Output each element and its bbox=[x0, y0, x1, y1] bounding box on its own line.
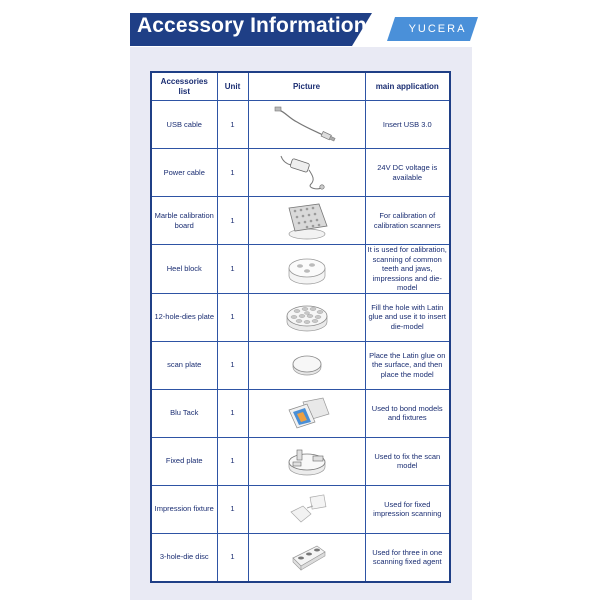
accessory-application: Used to bond models and fixtures bbox=[365, 389, 450, 437]
accessory-unit: 1 bbox=[217, 197, 248, 245]
accessory-name: 12-hole-dies plate bbox=[151, 293, 217, 341]
calibration-board-icon bbox=[267, 200, 347, 242]
accessory-name: Marble calibration board bbox=[151, 197, 217, 245]
table-row bbox=[151, 149, 450, 197]
header-accessories: Accessories list bbox=[151, 72, 217, 101]
accessory-unit: 1 bbox=[217, 101, 248, 149]
accessory-application: Used for three in one scanning fixed agent bbox=[365, 533, 450, 582]
accessory-name: 3-hole-die disc bbox=[151, 533, 217, 582]
header-picture: Picture bbox=[248, 72, 365, 101]
header-unit: Unit bbox=[217, 72, 248, 101]
table-row bbox=[151, 197, 450, 245]
table-row bbox=[151, 437, 450, 485]
die-disc-icon bbox=[267, 536, 347, 578]
blu-tack-icon bbox=[267, 392, 347, 434]
heel-block-icon bbox=[267, 248, 347, 290]
accessory-unit: 1 bbox=[217, 245, 248, 294]
accessory-application: Used for fixed impression scanning bbox=[365, 485, 450, 533]
accessory-application: Fill the hole with Latin glue and use it to insert die-model bbox=[365, 293, 450, 341]
scan-plate-icon bbox=[267, 344, 347, 386]
table-row bbox=[151, 341, 450, 389]
accessory-name: Power cable bbox=[151, 149, 217, 197]
accessory-table bbox=[150, 71, 451, 583]
accessory-unit: 1 bbox=[217, 293, 248, 341]
accessory-application: Place the Latin glue on the surface, and then place the model bbox=[365, 341, 450, 389]
accessory-application: Used to fix the scan model bbox=[365, 437, 450, 485]
fixed-plate-icon bbox=[267, 440, 347, 482]
accessory-unit: 1 bbox=[217, 437, 248, 485]
accessory-name: Heel block bbox=[151, 245, 217, 294]
accessory-application: For calibration of calibration scanners bbox=[365, 197, 450, 245]
table-row bbox=[151, 101, 450, 149]
table-row bbox=[151, 533, 450, 582]
usb-cable-icon bbox=[267, 104, 347, 146]
accessory-unit: 1 bbox=[217, 341, 248, 389]
table-row bbox=[151, 293, 450, 341]
dies-plate-icon bbox=[267, 296, 347, 338]
table-row bbox=[151, 389, 450, 437]
page-title: Accessory Information bbox=[137, 14, 367, 37]
accessory-name: Fixed plate bbox=[151, 437, 217, 485]
accessory-application: 24V DC voltage is available bbox=[365, 149, 450, 197]
accessory-name: scan plate bbox=[151, 341, 217, 389]
table-row bbox=[151, 485, 450, 533]
accessory-unit: 1 bbox=[217, 389, 248, 437]
impression-fixture-icon bbox=[267, 488, 347, 530]
accessory-unit: 1 bbox=[217, 533, 248, 582]
header-application: main application bbox=[365, 72, 450, 101]
table-header-row bbox=[151, 72, 450, 101]
accessory-application: It is used for calibration, scanning of common teeth and jaws, impressions and die-model bbox=[365, 245, 450, 294]
accessory-name: Blu Tack bbox=[151, 389, 217, 437]
accessory-name: Impression fixture bbox=[151, 485, 217, 533]
accessory-name: USB cable bbox=[151, 101, 217, 149]
accessory-unit: 1 bbox=[217, 149, 248, 197]
brand-logo: YUCERA bbox=[408, 23, 467, 35]
accessory-unit: 1 bbox=[217, 485, 248, 533]
power-cable-icon bbox=[267, 152, 347, 194]
accessory-application: Insert USB 3.0 bbox=[365, 101, 450, 149]
table-row bbox=[151, 245, 450, 294]
